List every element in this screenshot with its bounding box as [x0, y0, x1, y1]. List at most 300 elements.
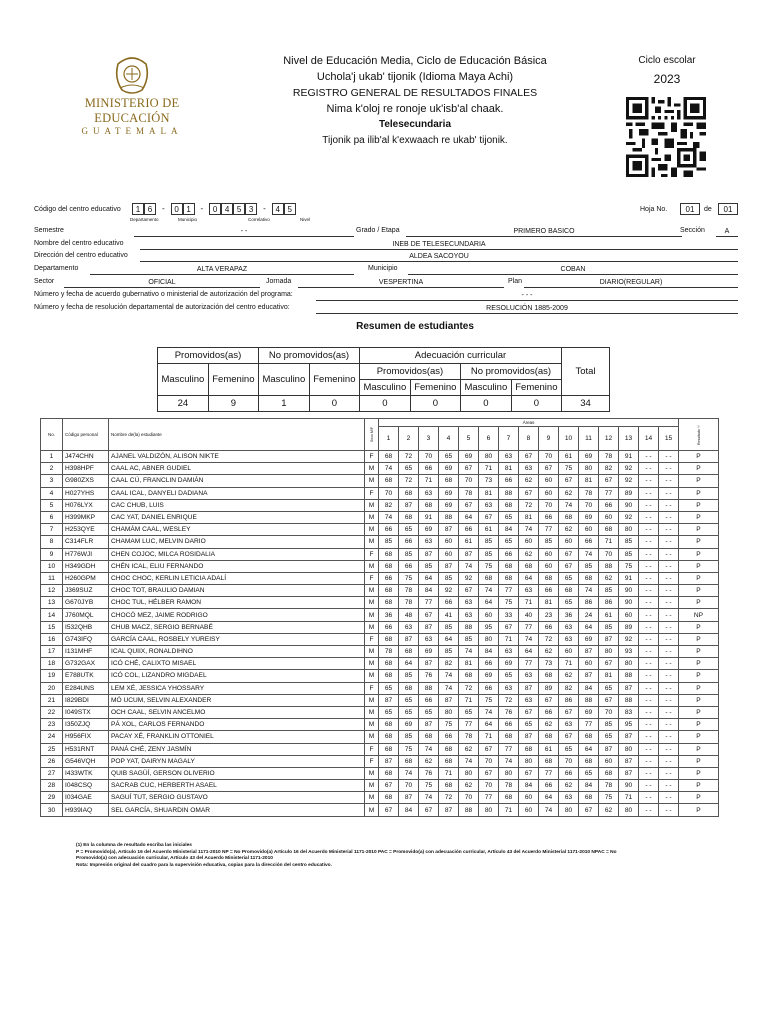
grade: 80 [499, 767, 519, 779]
header-line-4: Nima k'oloj re ronoje uk'isb'al chaak. [326, 103, 504, 115]
grade: - - [639, 670, 659, 682]
table-row [41, 646, 719, 658]
area-number: 6 [479, 427, 499, 451]
code-digit: 4 [221, 203, 233, 215]
grade: - - [659, 451, 679, 463]
grade: 66 [499, 719, 519, 731]
grade: 84 [419, 585, 439, 597]
grade: 87 [379, 694, 399, 706]
grade: 80 [619, 743, 639, 755]
grade: 63 [559, 719, 579, 731]
grade: 62 [459, 743, 479, 755]
grade: 74 [519, 633, 539, 645]
student-name: CAC CHUB, LUIS [109, 499, 365, 511]
result: P [679, 597, 719, 609]
area-number: 13 [619, 427, 639, 451]
grade: 71 [499, 633, 519, 645]
code-boxes: 1 6 - 0 1 - 0 4 5 3 - 4 5 [132, 203, 296, 215]
grade: 90 [619, 597, 639, 609]
table-row [41, 572, 719, 584]
table-row [41, 524, 719, 536]
student-name: CAAL ICAL, DANYELI DADIANA [109, 487, 365, 499]
nombre-label: Nombre del centro educativo [34, 240, 124, 247]
grade: 83 [619, 706, 639, 718]
grade: 72 [459, 682, 479, 694]
row-number: 16 [41, 633, 63, 645]
table-row [41, 706, 719, 718]
grade: 90 [619, 585, 639, 597]
student-name: CAAL CÚ, FRANCLIN DAMIÁN [109, 475, 365, 487]
table-row [41, 621, 719, 633]
code-digit: 6 [144, 203, 156, 215]
grade: 64 [479, 597, 499, 609]
grade: - - [639, 633, 659, 645]
grade: 76 [419, 767, 439, 779]
student-name: CAAL AC, ABNER GUDIEL [109, 463, 365, 475]
grade: 81 [519, 511, 539, 523]
result: P [679, 475, 719, 487]
code-digit: 5 [233, 203, 245, 215]
grade: 65 [399, 524, 419, 536]
grade: 87 [419, 621, 439, 633]
result: P [679, 548, 719, 560]
grade: 84 [479, 646, 499, 658]
depto-label: Departamento [34, 265, 79, 272]
sum-value: 0 [410, 396, 460, 412]
grade: - - [659, 633, 679, 645]
resolucion-value: RESOLUCIÓN 1885-2009 [316, 304, 738, 314]
ciclo-year: 2023 [653, 72, 681, 86]
grade: 85 [599, 719, 619, 731]
table-row [41, 597, 719, 609]
code-digit: 1 [183, 203, 195, 215]
grade: 72 [399, 475, 419, 487]
grade: 63 [559, 621, 579, 633]
grade: 88 [419, 682, 439, 694]
grade: 65 [519, 719, 539, 731]
grade: 80 [479, 633, 499, 645]
grade: 67 [599, 694, 619, 706]
personal-code: I049STX [63, 706, 109, 718]
grade: 75 [499, 597, 519, 609]
grade: 66 [419, 463, 439, 475]
grade: - - [659, 621, 679, 633]
row-number: 24 [41, 731, 63, 743]
grade: 68 [439, 475, 459, 487]
table-row [41, 804, 719, 816]
grade: 68 [379, 597, 399, 609]
sex: M [365, 511, 379, 523]
grade: 68 [499, 560, 519, 572]
semestre-value: - - [134, 227, 354, 237]
row-number: 9 [41, 548, 63, 560]
grade: 68 [559, 585, 579, 597]
row-number: 20 [41, 682, 63, 694]
table-row [41, 670, 719, 682]
grade: 72 [499, 694, 519, 706]
grade: 60 [479, 609, 499, 621]
table-row [41, 694, 719, 706]
area-number: 7 [499, 427, 519, 451]
sex: F [365, 548, 379, 560]
acuerdo-value: - - - [316, 291, 738, 301]
grade: 74 [439, 682, 459, 694]
grade: 80 [439, 706, 459, 718]
grade: 67 [419, 609, 439, 621]
grade: 68 [579, 731, 599, 743]
row-number: 5 [41, 499, 63, 511]
ciclo-label: Ciclo escolar [638, 55, 696, 66]
grade: 63 [519, 670, 539, 682]
grade: 88 [499, 487, 519, 499]
grade: 68 [379, 548, 399, 560]
grade: - - [639, 706, 659, 718]
ciclo-escolar [622, 55, 712, 86]
personal-code: H349GDH [63, 560, 109, 572]
grade: 87 [519, 682, 539, 694]
grade: - - [659, 463, 679, 475]
grade: - - [639, 572, 659, 584]
grade: - - [659, 597, 679, 609]
grade: 71 [499, 804, 519, 816]
grade: 68 [499, 731, 519, 743]
sum-femenino: Femenino [309, 364, 359, 396]
grade: 67 [559, 548, 579, 560]
grade: 90 [619, 499, 639, 511]
grade: 68 [399, 646, 419, 658]
grade: 71 [599, 536, 619, 548]
grade: 77 [519, 621, 539, 633]
result: P [679, 767, 719, 779]
code-row [34, 203, 754, 225]
grade: 65 [559, 572, 579, 584]
grade: 85 [599, 621, 619, 633]
grade: 82 [559, 682, 579, 694]
grade: - - [639, 767, 659, 779]
grade: 67 [459, 463, 479, 475]
grade: 60 [559, 646, 579, 658]
grade: 87 [599, 743, 619, 755]
grade: 69 [579, 511, 599, 523]
logo-subtitle: GUATEMALA [81, 126, 183, 136]
grade: 48 [399, 609, 419, 621]
grade: 77 [599, 487, 619, 499]
grade: 65 [499, 536, 519, 548]
code-label: Código del centro educativo [34, 206, 121, 213]
grade: 74 [419, 792, 439, 804]
sex: F [365, 755, 379, 767]
grade: 60 [539, 475, 559, 487]
grade: 75 [419, 780, 439, 792]
sum-adecuacion-header: Adecuación curricular [359, 348, 561, 364]
personal-code: H531RNT [63, 743, 109, 755]
student-name: OCH CAAL, SELVIN ANCELMO [109, 706, 365, 718]
grade: 63 [559, 792, 579, 804]
grade: 92 [459, 572, 479, 584]
grade: - - [639, 524, 659, 536]
grade: 72 [539, 633, 559, 645]
grade: 63 [399, 621, 419, 633]
personal-code: I433WTK [63, 767, 109, 779]
student-name: CHAMÁM CAAL, WESLEY [109, 524, 365, 536]
grade: 73 [479, 475, 499, 487]
grade: 66 [479, 682, 499, 694]
row-number: 11 [41, 572, 63, 584]
grade: 69 [399, 719, 419, 731]
grade: 81 [579, 475, 599, 487]
grade: 84 [399, 804, 419, 816]
col-no-header: No. [41, 419, 63, 451]
grade: 68 [459, 670, 479, 682]
grade: 85 [439, 572, 459, 584]
footnote-1: (1) En la columna de resultado escriba las iniciales [76, 843, 192, 848]
grade: - - [639, 536, 659, 548]
student-name: CHOC CHOC, KERLIN LETICIA ADALÍ [109, 572, 365, 584]
code-digit: 0 [209, 203, 221, 215]
area-number: 12 [599, 427, 619, 451]
sex: M [365, 658, 379, 670]
grade: 70 [579, 499, 599, 511]
personal-code: H253QYE [63, 524, 109, 536]
grade: 60 [439, 536, 459, 548]
grade: 68 [379, 731, 399, 743]
student-name: CHOC TUL, HÉLBER RAMON [109, 597, 365, 609]
student-name: SACRAB CUC, HERBERTH ASAEL [109, 780, 365, 792]
sector-value: OFICIAL [64, 278, 260, 288]
sex: M [365, 536, 379, 548]
grade: 63 [519, 585, 539, 597]
grade: 67 [479, 767, 499, 779]
sex: M [365, 621, 379, 633]
table-row [41, 658, 719, 670]
grade: 40 [519, 609, 539, 621]
area-number: 9 [539, 427, 559, 451]
grade: 68 [599, 767, 619, 779]
grade: 78 [599, 780, 619, 792]
grade: 86 [579, 597, 599, 609]
grade: 60 [439, 548, 459, 560]
area-number: 4 [439, 427, 459, 451]
grade: 80 [559, 804, 579, 816]
grade: - - [639, 755, 659, 767]
sum-value: 9 [208, 396, 258, 412]
grade: 63 [459, 597, 479, 609]
grade: 70 [459, 475, 479, 487]
grade: - - [639, 511, 659, 523]
table-row [41, 767, 719, 779]
result: P [679, 463, 719, 475]
grade: 67 [379, 804, 399, 816]
grade: 92 [619, 633, 639, 645]
grade: 68 [559, 511, 579, 523]
grade: - - [659, 609, 679, 621]
grade: 33 [499, 609, 519, 621]
sum-value: 34 [562, 396, 610, 412]
muni-value: COBAN [408, 265, 738, 275]
area-number: 11 [579, 427, 599, 451]
seccion-value: A [716, 227, 738, 237]
grade: 87 [419, 658, 439, 670]
grade: 68 [399, 487, 419, 499]
grade: 65 [559, 743, 579, 755]
acuerdo-label: Número y fecha de acuerdo gubernativo o ministerial de autorización del programa: [34, 291, 293, 298]
grade: 74 [459, 755, 479, 767]
grade: 85 [459, 633, 479, 645]
col-sexo-header: Sexo M/F [365, 419, 379, 451]
grade: 88 [619, 694, 639, 706]
ministry-logo [52, 52, 212, 136]
student-grades-table [40, 418, 719, 817]
personal-code: H776WJI [63, 548, 109, 560]
sex: F [365, 743, 379, 755]
grade: 80 [479, 451, 499, 463]
grade: 87 [579, 670, 599, 682]
sum-value: 24 [158, 396, 209, 412]
grade: 87 [619, 755, 639, 767]
grade: - - [659, 670, 679, 682]
personal-code: G980ZXS [63, 475, 109, 487]
personal-code: H956FIX [63, 731, 109, 743]
grade: 77 [539, 524, 559, 536]
header-line-5: Telesecundaria [378, 119, 452, 130]
grade: 67 [559, 706, 579, 718]
grade: 78 [379, 646, 399, 658]
grade: 72 [519, 499, 539, 511]
sex: F [365, 572, 379, 584]
area-number: 1 [379, 427, 399, 451]
result: P [679, 621, 719, 633]
sum-masculino: Masculino [158, 364, 209, 396]
grade: 68 [479, 572, 499, 584]
sex: M [365, 475, 379, 487]
grade: 85 [439, 646, 459, 658]
personal-code: G743IFQ [63, 633, 109, 645]
row-number: 22 [41, 706, 63, 718]
grade: 80 [479, 804, 499, 816]
grade: 80 [459, 767, 479, 779]
grade: - - [639, 743, 659, 755]
col-name-header: Nombre de(la) estudiante [109, 419, 365, 451]
grade: 74 [519, 524, 539, 536]
grade: 61 [479, 524, 499, 536]
row-number: 26 [41, 755, 63, 767]
grade: 75 [619, 560, 639, 572]
area-number: 3 [419, 427, 439, 451]
grade: 66 [539, 585, 559, 597]
area-number: 2 [399, 427, 419, 451]
grade: 60 [519, 804, 539, 816]
grade: 71 [439, 767, 459, 779]
grade: 65 [399, 694, 419, 706]
seccion-label: Sección [680, 227, 705, 234]
result: P [679, 499, 719, 511]
grade: 68 [379, 719, 399, 731]
grade: 88 [579, 694, 599, 706]
grade: 69 [579, 451, 599, 463]
result: P [679, 780, 719, 792]
grade: 87 [619, 682, 639, 694]
grade: 76 [419, 670, 439, 682]
grade: 81 [539, 597, 559, 609]
grade: 91 [419, 511, 439, 523]
grade: 67 [479, 511, 499, 523]
grade: 70 [399, 780, 419, 792]
plan-label: Plan [508, 278, 523, 285]
grade: - - [639, 719, 659, 731]
grade: 65 [439, 451, 459, 463]
grade: - - [639, 560, 659, 572]
grade: 65 [379, 706, 399, 718]
grade: 62 [599, 572, 619, 584]
row-number: 14 [41, 609, 63, 621]
grade: 91 [619, 451, 639, 463]
grade: 87 [619, 731, 639, 743]
student-name: CHÉN ICAL, ELIU FERNANDO [109, 560, 365, 572]
table-row [41, 475, 719, 487]
grade: 67 [559, 475, 579, 487]
grade: 36 [379, 609, 399, 621]
row-number: 8 [41, 536, 63, 548]
grade: 66 [539, 621, 559, 633]
grade: 60 [559, 536, 579, 548]
student-name: SEL GARCÍA, SHUARDIN OMAR [109, 804, 365, 816]
personal-code: I532QHB [63, 621, 109, 633]
grade: 60 [539, 548, 559, 560]
table-row [41, 548, 719, 560]
grade: 71 [459, 694, 479, 706]
personal-code: J474CHN [63, 451, 109, 463]
grade: 86 [559, 694, 579, 706]
sex: M [365, 585, 379, 597]
sex: F [365, 451, 379, 463]
grade: 61 [559, 451, 579, 463]
grade: 66 [459, 524, 479, 536]
student-name: CHOC TOT, BRAULIO DAMIAN [109, 585, 365, 597]
student-name: CHAMAM LUC, MELVIN DARIO [109, 536, 365, 548]
grade: 75 [399, 743, 419, 755]
grade: 67 [599, 475, 619, 487]
grade: 66 [379, 572, 399, 584]
grade: 64 [479, 719, 499, 731]
grade: 90 [619, 780, 639, 792]
result: P [679, 646, 719, 658]
grade: 70 [459, 792, 479, 804]
grade: 68 [379, 451, 399, 463]
personal-code: I829BDI [63, 694, 109, 706]
grade: 60 [579, 524, 599, 536]
grade: 61 [599, 609, 619, 621]
direccion-value: ALDEA SACOYOU [140, 252, 738, 262]
grade: 74 [419, 743, 439, 755]
grade: - - [659, 536, 679, 548]
result: P [679, 682, 719, 694]
grade: 70 [539, 451, 559, 463]
grade: 69 [459, 451, 479, 463]
grade: 66 [379, 621, 399, 633]
grade: 74 [459, 560, 479, 572]
qr-code-icon [626, 97, 706, 177]
result: P [679, 743, 719, 755]
grade: 85 [479, 536, 499, 548]
grade: - - [659, 743, 679, 755]
grade: 87 [379, 755, 399, 767]
grade: 64 [519, 646, 539, 658]
grade: 80 [619, 524, 639, 536]
sex: M [365, 560, 379, 572]
sub-nivel: Nivel [300, 217, 311, 222]
grade: 68 [499, 792, 519, 804]
grade: 87 [459, 548, 479, 560]
